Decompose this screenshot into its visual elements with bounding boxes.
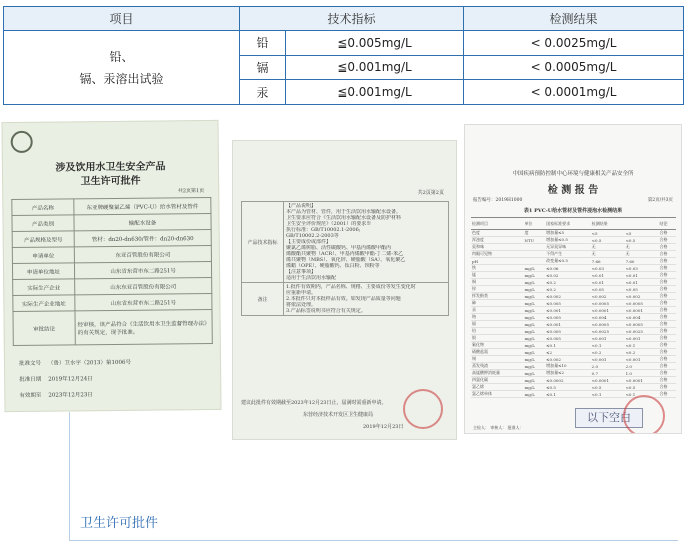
field-label: 产品类别 [12,215,74,232]
report-cell: 7.60 [625,258,659,265]
table-row [471,300,676,307]
report-cell: 铅 [471,328,524,335]
remark-line: 应重新申请。 [286,290,317,296]
permit-title-2: 卫生许可批件 [80,175,141,188]
table-row [471,307,676,314]
table-row [471,230,676,237]
report-cell: 锌 [471,286,524,293]
report-cell: ≤0.001 [545,321,591,328]
report-cell: 增加量≤0.5 [545,237,591,244]
report-cell: <0.1 [625,342,659,349]
report-cell: 度 [524,230,546,237]
report-cell: <0.0005 [625,321,659,328]
table-row [471,251,676,258]
report-cell: <5 [625,230,659,237]
report-cell: 高锰酸钾消耗量 [471,370,524,377]
callout-label: 卫生许可批件 [80,516,159,531]
report-cell: mg/L [524,307,546,314]
column-header: 单位 [524,218,546,230]
report-cell: 改变量≤0.5 [545,258,591,265]
field-label: 审批结论 [13,311,75,346]
report-cell: <0.002 [591,293,625,300]
report-cell: 臭和味 [471,244,524,251]
report-cell: <0.1 [591,342,625,349]
report-cell: 合格 [658,230,676,237]
callout-line-horizontal [69,540,678,541]
spec-cell: ≦0.001mg/L [286,80,464,105]
tech-label: 产品技术指标 [242,202,284,283]
test-report-page [464,124,682,434]
report-cell: 合格 [658,391,676,398]
table-row [471,377,676,384]
table-row [471,370,676,377]
group-label [4,31,240,105]
report-cell: 银 [471,335,524,342]
report-cell: 合格 [658,377,676,384]
emblem-icon [11,131,33,153]
field-value: 山东东亚百管股份有限公司 [75,277,212,294]
report-cell: mg/L [524,384,546,391]
report-cell: mg/L [524,391,546,398]
official-seal-icon [403,389,443,429]
permit-title-1: 涉及饮用水卫生安全产品 [55,161,166,174]
table-row [242,283,449,316]
table-row [471,342,676,349]
report-cell: mg/L [524,272,546,279]
header-spec: 技术指标 [240,7,464,31]
permit-page-2 [232,140,457,440]
approval-label: 批准文号 [18,360,42,367]
report-cell: <0.5 [591,237,625,244]
field-value: 山东省东营市东二路251号 [74,261,211,278]
report-cell: 合格 [658,370,676,377]
remark-label: 备注 [242,283,284,316]
report-cell: ≤0.06 [545,265,591,272]
report-cell: <0.1 [591,391,625,398]
report-cell: 氟化物 [471,342,524,349]
tech-line: 执行标准：GB/T10002.1-2006; [286,227,361,233]
report-cell: <0.001 [591,335,625,342]
report-cell: ≤0.2 [545,286,591,293]
report-cell: 肉眼可见物 [471,251,524,258]
table-row [471,244,676,251]
field-value: 管材：dn20-dn630/管件：dn20-dn630 [74,229,211,246]
tech-line: GB/T10002.2-2003等 [286,233,339,239]
report-cell: ≤0.2 [545,279,591,286]
report-cell: ≤0.5 [545,384,591,391]
report-cell: pH [471,258,524,265]
field-value: 山东省东营市东二路251号 [75,293,212,310]
report-cell: mg/L [524,342,546,349]
header-item: 项目 [4,7,240,31]
element-cell: 汞 [240,80,286,105]
report-cell: ≤0.005 [545,300,591,307]
report-body [471,230,676,398]
table-row [242,202,449,283]
report-cell: 合格 [658,321,676,328]
table-row [471,258,676,265]
report-cell: <0.5 [625,384,659,391]
column-header: 检测结果 [591,218,625,230]
report-cell: 砷 [471,300,524,307]
report-cell: 增加量≤5 [545,230,591,237]
report-cell: <0.0001 [591,377,625,384]
report-cell: 合格 [658,244,676,251]
valid-label: 有效期至 [19,392,42,399]
report-cell: ≤0.005 [545,335,591,342]
report-cell: <0.03 [591,265,625,272]
table-row [13,309,212,345]
table-row [471,286,676,293]
report-cell [524,258,546,265]
report-cell: 2.0 [625,363,659,370]
table-row [471,335,676,342]
report-cell: 合格 [658,300,676,307]
table-row [471,349,676,356]
report-cell: 合格 [658,258,676,265]
report-cell: 合格 [658,342,676,349]
field-value: 输配水设备 [74,213,211,230]
report-cell: 7.66 [591,258,625,265]
permit-details-table [241,201,449,316]
report-cell: 0.7 [591,370,625,377]
valid-value: 2023年12月23日 [48,392,93,399]
tech-line: 【注意事项】 [286,269,317,275]
report-cell: 增加量≤2 [545,370,591,377]
tech-line: 【产品说明】 [286,203,317,209]
report-cell: <0.2 [591,349,625,356]
result-cell: < 0.0005mg/L [464,55,684,80]
report-cell: 合格 [658,349,676,356]
report-cell: 无 [591,244,625,251]
report-cell: ≤0.005 [545,314,591,321]
table-row [471,265,676,272]
tech-line: 烯共聚物（MBS）、氧化锌、硬脂酸（SA）、氧化聚乙 [286,257,406,263]
report-cell: <0.001 [591,356,625,363]
signature-line: 主检人： 审核人： 批准人： [473,425,524,430]
report-cell: 浑浊度 [471,237,524,244]
report-cell: mg/L [524,356,546,363]
report-cell: mg/L [524,300,546,307]
field-label: 产品规格及型号 [12,231,74,248]
report-cell: ≤0.005 [545,328,591,335]
report-cell: <0.05 [625,286,659,293]
report-cell: <0.0005 [591,321,625,328]
tech-line: 聚氯乙烯树脂、活性碳酸钙、甲基丙烯酸甲酯丙 [286,245,392,251]
field-value: 东亚牌硬聚氯乙烯（PVC-U）给水管材及管件 [74,197,211,214]
table-row [471,293,676,300]
permit-page-number: 共2页第1页 [177,188,205,195]
report-cell: 合格 [658,356,676,363]
permit-footer-2: 东营经济技术开发区卫生健康局 [303,412,374,418]
table-row [471,328,676,335]
table-row [471,363,676,370]
report-cell: mg/L [524,321,546,328]
report-cell: 合格 [658,307,676,314]
report-cell: mg/L [524,363,546,370]
date-line [19,374,93,383]
report-cell: 铁 [471,265,524,272]
report-cell [524,251,546,258]
report-cell: 氯乙烯 [471,384,524,391]
report-cell: NTU [524,237,546,244]
group-label-line: 铅、 [109,49,134,64]
report-cell: 蒸发残渣 [471,363,524,370]
report-cell: <0.0025 [625,328,659,335]
report-cell: <0.01 [625,279,659,286]
remark-line: 3.产品标签说明书应符合有关规定。 [286,308,366,314]
report-cell: 合格 [658,363,676,370]
report-cell: 合格 [658,286,676,293]
report-cell: <0.0001 [625,307,659,314]
table-row [471,321,676,328]
remark-line: 将依法处理。 [286,302,317,308]
permit-table [11,197,213,346]
report-cell: 2.0 [591,363,625,370]
report-cell: mg/L [524,377,546,384]
report-cell: <0.001 [625,356,659,363]
remark-line: 1.批件有效期内，产品名称、规格、主要成份等发生变化时 [286,284,416,290]
element-cell: 铅 [240,31,286,56]
header-result: 检测结果 [464,7,684,31]
report-cell: <0.1 [625,391,659,398]
report-cell: <0.0001 [591,307,625,314]
tech-content [284,202,449,283]
report-cell: 合格 [658,237,676,244]
report-cell: mg/L [524,286,546,293]
report-cell: <0.004 [591,314,625,321]
report-cell: ≤0.1 [545,342,591,349]
tech-line: 本产品为管材、管件，用于生活饮用水输配水设备。 [286,209,402,215]
group-label-line: 镉、汞溶出试验 [79,71,164,86]
field-label: 产品名称 [12,199,74,216]
report-cell: 汞 [471,307,524,314]
valid-line [19,390,93,399]
report-cell: ≤0.02 [545,272,591,279]
report-header-row [471,218,676,230]
report-cell: 无 [625,251,659,258]
report-cell: mg/L [524,328,546,335]
column-header: 国家标准要求 [545,218,591,230]
report-cell [524,244,546,251]
report-cell: 无 [591,251,625,258]
report-cell: <0.01 [591,279,625,286]
report-cell: mg/L [524,370,546,377]
permit-footer-1: 建议此批件有效期截至2023年12月23日止，届满时需重新申请。 [241,400,387,406]
approval-line [19,358,131,367]
report-cell: 锰 [471,272,524,279]
report-cell: mg/L [524,349,546,356]
report-cell: 合格 [658,293,676,300]
report-cell: 镉 [471,321,524,328]
element-cell: 镉 [240,55,286,80]
report-cell: <0.001 [625,335,659,342]
permit-page-number: 共2页第2页 [417,190,444,196]
report-cell: <0.01 [625,272,659,279]
report-cell: <0.2 [625,349,659,356]
date-value: 2019年12月24日 [48,376,93,383]
report-cell: 合格 [658,272,676,279]
field-value: 东亚百管股份有限公司 [74,245,211,262]
tech-line: 卫生要求应符合《生活饮用水输配水设备及防护材料 [286,215,402,221]
table-row [471,384,676,391]
report-cell: <0.03 [625,265,659,272]
report-cell: mg/L [524,314,546,321]
results-header-row [4,7,684,31]
spec-cell: ≦0.005mg/L [286,31,464,56]
report-cell: 四氯化碳 [471,377,524,384]
report-seal-icon [623,395,665,434]
report-cell: 氯乙烯单体 [471,391,524,398]
report-cell: 无 [625,244,659,251]
report-cell: ≤0.002 [545,356,591,363]
report-cell: mg/L [524,293,546,300]
table-row [4,31,684,56]
tech-line: 烯酸酯共聚物（ACR）、甲基丙烯酸甲酯-丁二烯-苯乙 [286,251,404,257]
column-header: 检测项目 [471,218,524,230]
report-cell: 铬 [471,314,524,321]
blank-below-stamp: 以下空白 [575,408,643,428]
report-cell: 1.0 [625,370,659,377]
callout-line-vertical [69,412,70,540]
report-cell: 合格 [658,265,676,272]
field-label: 实际生产企业 [13,279,75,296]
table-row [471,356,676,363]
report-org: 中国疾病预防控制中心环境与健康相关产品安全所 [512,171,634,177]
tech-line: 【主要成份或部件】 [286,239,332,245]
report-cell: 合格 [658,314,676,321]
results-table [3,6,684,105]
column-header [625,218,659,230]
report-cell: ≤0.0002 [545,377,591,384]
report-page-info: 第2页/共3页 [647,198,673,203]
field-value: 经审核，该产品符合《生活饮用水卫生监督管理办法》的有关规定，现予批准。 [75,309,212,344]
report-cell: 合格 [658,335,676,342]
tech-line: 卫生安全评价规范》（2001）的要求※ [286,221,372,227]
remark-content [284,283,449,316]
table-row [471,279,676,286]
tech-line: 适用于生活饮用水输配 [286,275,337,281]
report-cell: <0.05 [591,286,625,293]
permit-page-1 [1,120,221,412]
report-cell: ≤0.002 [545,293,591,300]
report-cell: 合格 [658,279,676,286]
report-cell: 合格 [658,328,676,335]
result-cell: < 0.0001mg/L [464,80,684,105]
report-cell: <0.5 [625,237,659,244]
report-table-title: 表1 PVC-U给水管材及管件浸泡水检测结果 [523,208,623,214]
report-cell: <0.01 [591,272,625,279]
report-cell: <0.0001 [625,377,659,384]
table-row [471,237,676,244]
report-cell: <0.0005 [591,300,625,307]
report-cell: 铜 [471,279,524,286]
field-label: 申请单位 [12,247,74,264]
report-cell: <0.0025 [591,328,625,335]
date-label: 批准日期 [19,376,42,383]
report-cell: 无异臭异味 [545,244,591,251]
report-cell: <0.004 [625,314,659,321]
report-cell: mg/L [524,335,546,342]
table-row [471,314,676,321]
report-cell: 色度 [471,230,524,237]
permit-footer-3: 2019年12月23日 [363,424,404,430]
field-label: 实际生产企业地址 [13,295,75,312]
column-header: 结论 [658,218,676,230]
result-cell: < 0.0025mg/L [464,31,684,56]
field-label: 申请单位地址 [12,263,74,280]
spec-cell: ≦0.001mg/L [286,55,464,80]
approval-value: （鲁）卫水字（2013）第1006号 [48,359,132,367]
report-cell: ≤2 [545,349,591,356]
report-cell: 增加量≤10 [545,363,591,370]
report-cell: ≤0.001 [545,307,591,314]
report-cell: 不得产生 [545,251,591,258]
report-cell: 挥发酚类 [471,293,524,300]
report-cell: 硝酸盐氮 [471,349,524,356]
tech-line: 烯蜡（OPE）、硬脂酸钙、钛白粉、钡粉等 [286,263,380,269]
report-cell: 合格 [658,384,676,391]
report-table [471,217,676,398]
report-cell: 锡 [471,356,524,363]
report-number: 报告编号：2019H1000 [473,198,523,203]
report-cell: 合格 [658,251,676,258]
report-cell: mg/L [524,279,546,286]
report-title: 检 测 报 告 [547,185,599,196]
report-cell: <0.002 [625,293,659,300]
report-cell: ≤0.1 [545,391,591,398]
report-cell: <0.5 [591,384,625,391]
report-cell: mg/L [524,265,546,272]
report-cell: <5 [591,230,625,237]
remark-line: 2.本批件只对本批样品有效。如发现产品质量等问题 [286,296,401,302]
table-row [471,272,676,279]
report-cell: <0.0005 [625,300,659,307]
